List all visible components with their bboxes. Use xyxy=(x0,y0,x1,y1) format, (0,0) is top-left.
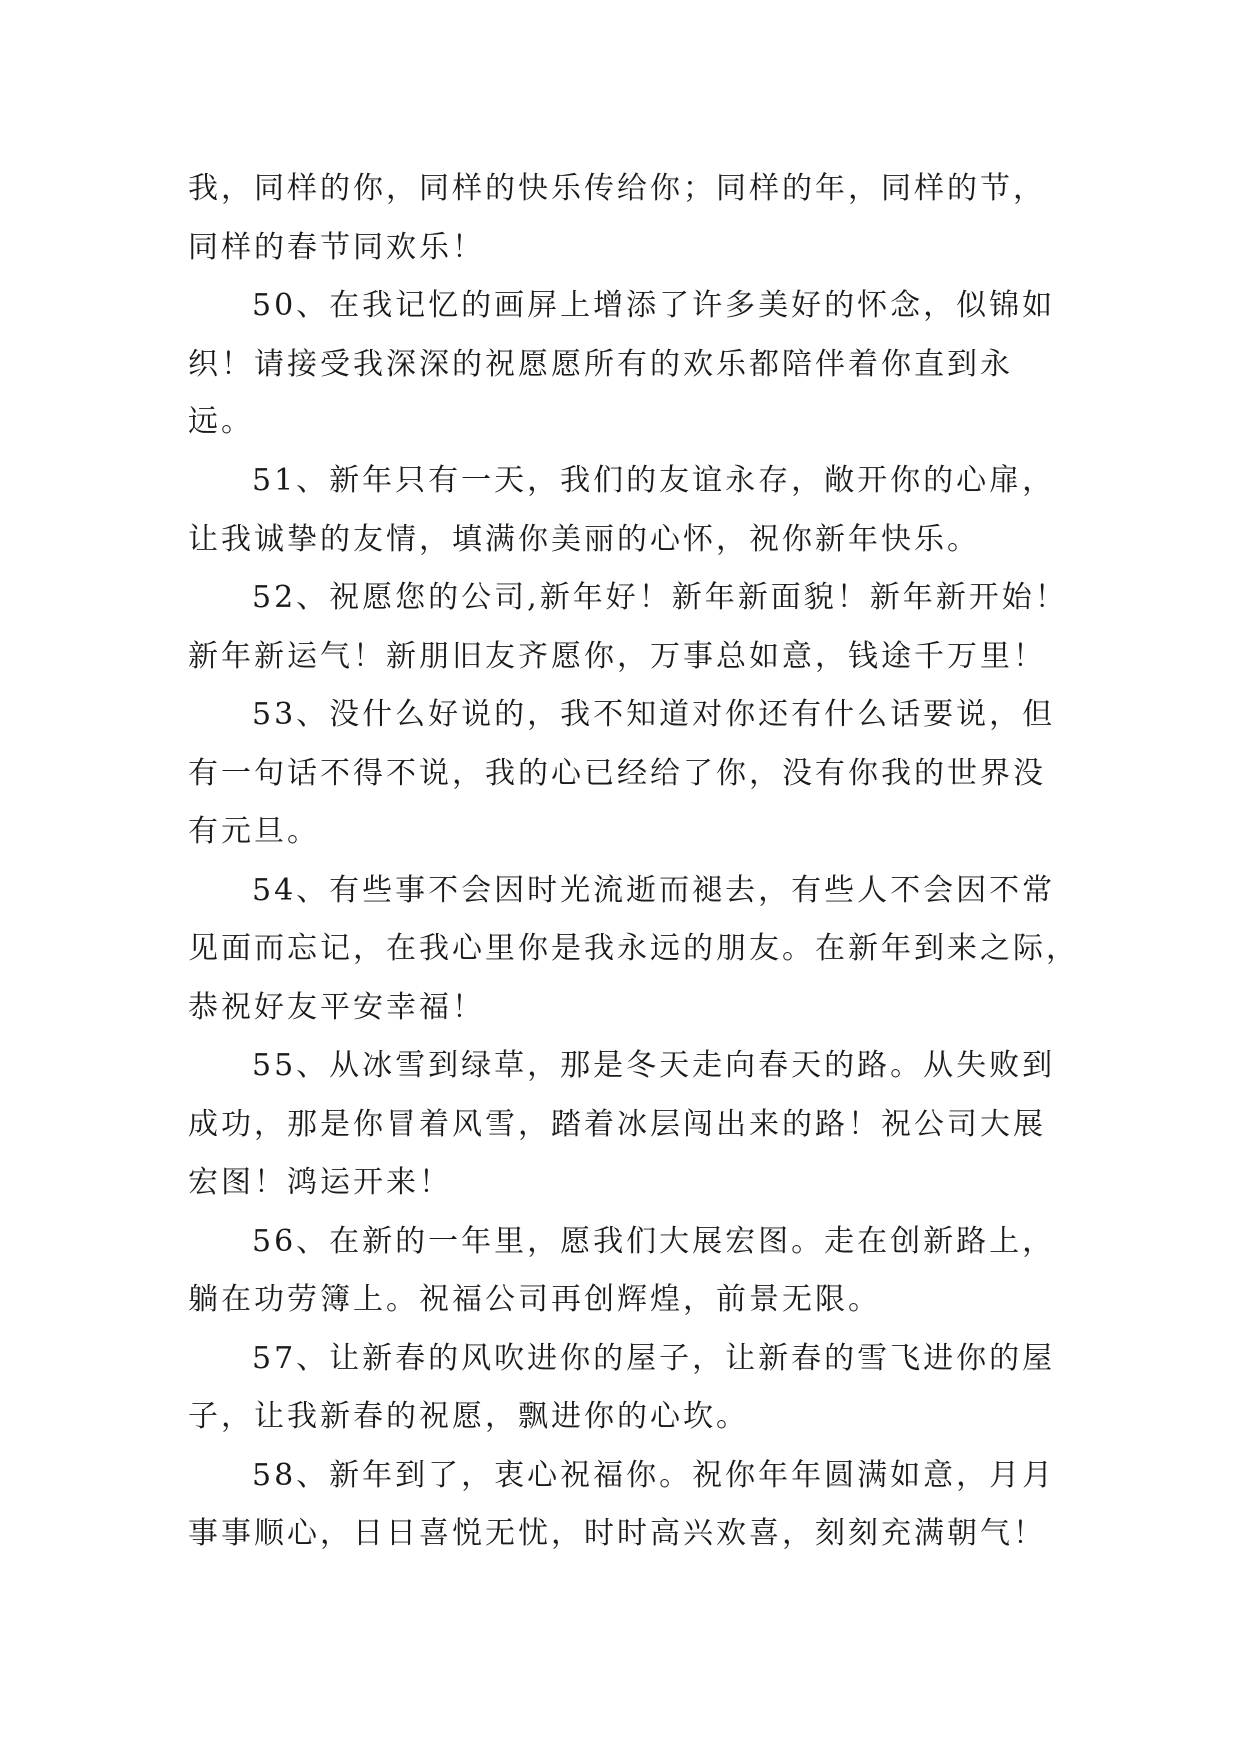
text-line: 宏图！鸿运开来！ xyxy=(188,1165,452,1200)
text-line: 有一句话不得不说，我的心已经给了你，没有你我的世界没 xyxy=(188,756,1046,791)
text-line: 50、在我记忆的画屏上增添了许多美好的怀念，似锦如 xyxy=(252,288,1056,323)
text-line: 53、没什么好说的，我不知道对你还有什么话要说，但 xyxy=(252,697,1056,732)
text-line: 51、新年只有一天，我们的友谊永存，敞开你的心扉， xyxy=(252,463,1056,498)
text-line: 有元旦。 xyxy=(188,814,320,849)
text-line: 我，同样的你，同样的快乐传给你；同样的年，同样的节， xyxy=(188,171,1046,206)
text-line: 成功，那是你冒着风雪，踏着冰层闯出来的路！祝公司大展 xyxy=(188,1107,1046,1142)
text-line: 同样的春节同欢乐！ xyxy=(188,230,485,265)
text-line: 55、从冰雪到绿草，那是冬天走向春天的路。从失败到 xyxy=(252,1048,1056,1083)
text-line: 56、在新的一年里，愿我们大展宏图。走在创新路上， xyxy=(252,1224,1056,1259)
text-line: 54、有些事不会因时光流逝而褪去，有些人不会因不常 xyxy=(252,873,1056,908)
text-line: 57、让新春的风吹进你的屋子，让新春的雪飞进你的屋 xyxy=(252,1341,1056,1376)
text-line: 织！请接受我深深的祝愿愿所有的欢乐都陪伴着你直到永 xyxy=(188,347,1013,382)
text-line: 52、祝愿您的公司,新年好！新年新面貌！新年新开始！ xyxy=(252,580,1068,615)
text-line: 事事顺心，日日喜悦无忧，时时高兴欢喜，刻刻充满朝气！ xyxy=(188,1516,1046,1551)
text-line: 躺在功劳簿上。祝福公司再创辉煌，前景无限。 xyxy=(188,1282,881,1317)
text-line: 新年新运气！新朋旧友齐愿你，万事总如意，钱途千万里！ xyxy=(188,639,1046,674)
text-line: 让我诚挚的友情，填满你美丽的心怀，祝你新年快乐。 xyxy=(188,522,980,557)
text-line: 远。 xyxy=(188,404,254,439)
text-line: 58、新年到了，衷心祝福你。祝你年年圆满如意，月月 xyxy=(252,1458,1056,1493)
text-line: 见面而忘记，在我心里你是我永远的朋友。在新年到来之际， xyxy=(188,931,1079,966)
text-line: 恭祝好友平安幸福！ xyxy=(188,990,485,1025)
text-line: 子，让我新春的祝愿，飘进你的心坎。 xyxy=(188,1399,749,1434)
